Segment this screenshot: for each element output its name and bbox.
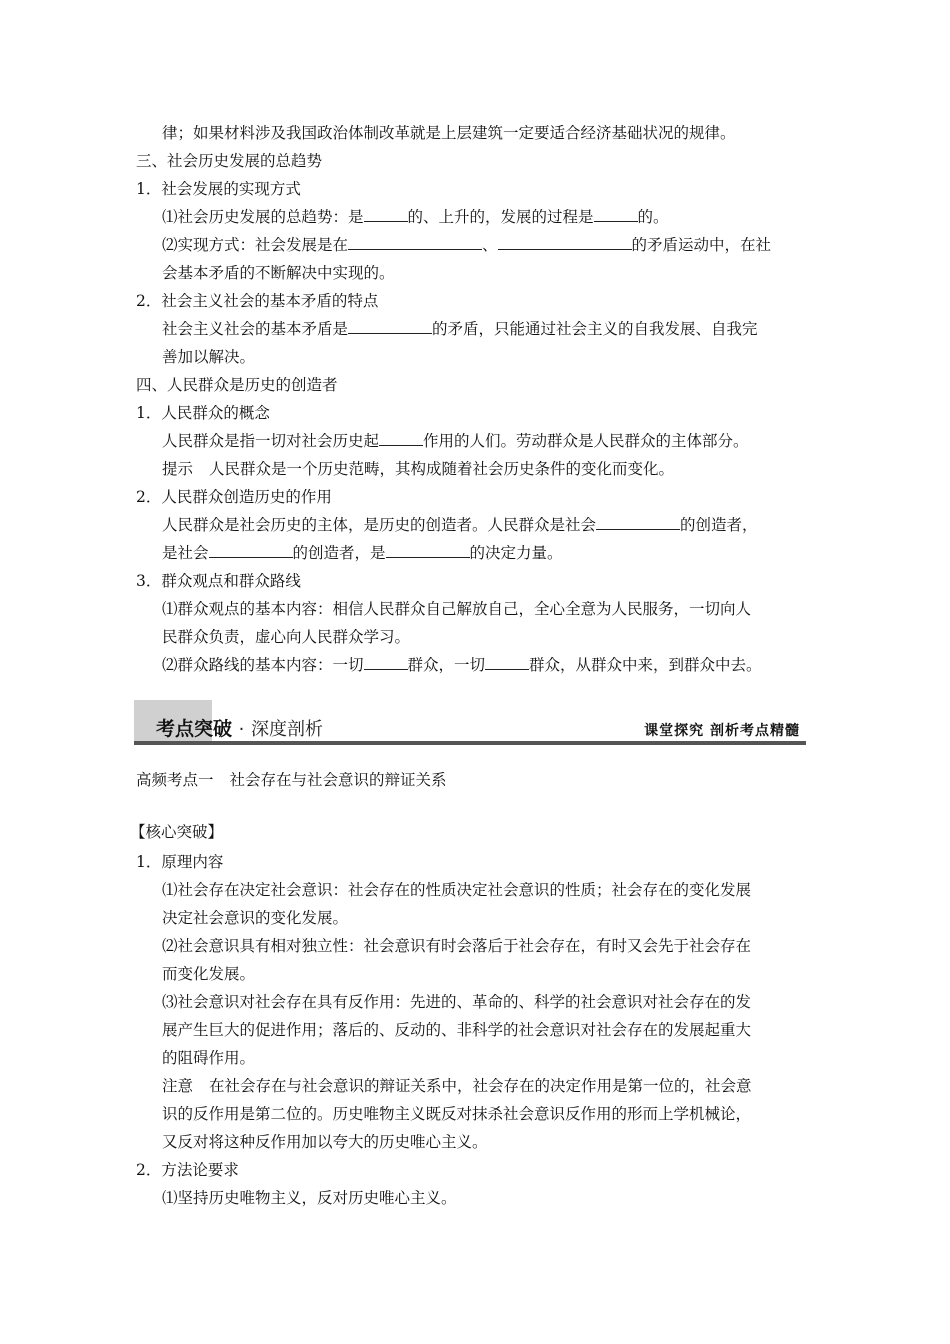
text-line bbox=[162, 543, 563, 563]
topic-number: 高频考点一 bbox=[136, 771, 214, 789]
text-span: 社会主义社会的基本矛盾是 bbox=[162, 320, 349, 338]
fill-blank[interactable] bbox=[498, 235, 632, 250]
text-span: 人民群众是指一切对社会历史起 bbox=[162, 432, 380, 450]
text-line: 展产生巨大的促进作用；落后的、反动的、非科学的社会意识对社会存在的发展起重大 bbox=[162, 1021, 752, 1039]
text-span: ⑵实现方式：社会发展是在 bbox=[162, 236, 349, 254]
subsection-heading: 2．人民群众创造历史的作用 bbox=[136, 488, 332, 506]
text-line: 会基本矛盾的不断解决中实现的。 bbox=[162, 264, 395, 282]
text-span: 的。 bbox=[637, 208, 669, 226]
text-line: 的阻碍作用。 bbox=[162, 1049, 256, 1067]
text-span: 人民群众是一个历史范畴，其构成随着社会历史条件的变化而变化。 bbox=[209, 460, 675, 478]
text-line bbox=[162, 207, 669, 227]
text-span: 的矛盾，只能通过社会主义的自我发展、自我完 bbox=[432, 320, 758, 338]
text-span: 作用的人们。劳动群众是人民群众的主体部分。 bbox=[423, 432, 749, 450]
banner-right-label: 课堂探究 剖析考点精髓 bbox=[644, 723, 800, 739]
text-line bbox=[162, 235, 771, 255]
text-span: 的决定力量。 bbox=[469, 544, 563, 562]
fill-blank[interactable] bbox=[364, 655, 408, 670]
section-banner bbox=[134, 700, 806, 748]
text-span: 的创造者，是 bbox=[292, 544, 386, 562]
text-line: 而变化发展。 bbox=[162, 965, 256, 983]
fill-blank[interactable] bbox=[596, 515, 680, 530]
fill-blank[interactable] bbox=[594, 207, 638, 222]
subsection-heading: 1．人民群众的概念 bbox=[136, 404, 270, 422]
fill-blank[interactable] bbox=[348, 235, 482, 250]
banner-dot: · bbox=[238, 719, 245, 740]
subsection-heading: 1．原理内容 bbox=[136, 853, 224, 871]
text-span: ⑴社会历史发展的总趋势：是 bbox=[162, 208, 364, 226]
text-line: 律；如果材料涉及我国政治体制改革就是上层建筑一定要适合经济基础状况的规律。 bbox=[162, 124, 736, 142]
text-line bbox=[162, 319, 758, 339]
subsection-heading: 2．方法论要求 bbox=[136, 1161, 239, 1179]
text-line bbox=[162, 1076, 752, 1096]
text-span: 在社会存在与社会意识的辩证关系中，社会存在的决定作用是第一位的，社会意 bbox=[209, 1077, 752, 1095]
note-label: 注意 bbox=[162, 1077, 194, 1095]
text-line: ⑵社会意识具有相对独立性：社会意识有时会落后于社会存在，有时又会先于社会存在 bbox=[162, 937, 752, 955]
text-span: 、 bbox=[482, 236, 498, 254]
text-line bbox=[162, 515, 758, 535]
fill-blank[interactable] bbox=[485, 655, 529, 670]
subsection-heading: 3．群众观点和群众路线 bbox=[136, 572, 301, 590]
section-heading: 【核心突破】 bbox=[130, 823, 224, 841]
text-line bbox=[162, 655, 762, 675]
subsection-heading: 1．社会发展的实现方式 bbox=[136, 180, 301, 198]
fill-blank[interactable] bbox=[386, 543, 470, 558]
banner-title-text: 考点突破 bbox=[156, 718, 233, 740]
text-span: 人民群众是社会历史的主体，是历史的创造者。人民群众是社会 bbox=[162, 516, 597, 534]
text-span: 的矛盾运动中，在社 bbox=[631, 236, 772, 254]
text-span: 是社会 bbox=[162, 544, 209, 562]
text-line: 善加以解决。 bbox=[162, 348, 256, 366]
subsection-heading: 2．社会主义社会的基本矛盾的特点 bbox=[136, 292, 379, 310]
fill-blank[interactable] bbox=[348, 319, 432, 334]
text-line bbox=[162, 459, 674, 479]
text-line: ⑴群众观点的基本内容：相信人民群众自己解放自己，全心全意为人民服务，一切向人 bbox=[162, 600, 752, 618]
text-line bbox=[162, 431, 749, 451]
text-span: 的创造者， bbox=[680, 516, 758, 534]
text-line: ⑴坚持历史唯物主义，反对历史唯心主义。 bbox=[162, 1189, 457, 1207]
fill-blank[interactable] bbox=[364, 207, 408, 222]
text-line: 决定社会意识的变化发展。 bbox=[162, 909, 349, 927]
text-span: 的、上升的，发展的过程是 bbox=[407, 208, 594, 226]
banner-rule bbox=[134, 741, 806, 745]
section-heading: 四、人民群众是历史的创造者 bbox=[136, 376, 338, 394]
text-span: ⑵群众路线的基本内容：一切 bbox=[162, 656, 364, 674]
text-line: 识的反作用是第二位的。历史唯物主义既反对抹杀社会意识反作用的形而上学机械论， bbox=[162, 1105, 752, 1123]
banner-subtitle: 深度剖析 bbox=[251, 719, 323, 740]
text-line: ⑶社会意识对社会存在具有反作用：先进的、革命的、科学的社会意识对社会存在的发 bbox=[162, 993, 752, 1011]
topic-heading bbox=[136, 770, 447, 790]
text-line: ⑴社会存在决定社会意识：社会存在的性质决定社会意识的性质；社会存在的变化发展 bbox=[162, 881, 752, 899]
section-heading: 三、社会历史发展的总趋势 bbox=[136, 152, 323, 170]
fill-blank[interactable] bbox=[209, 543, 293, 558]
text-span: 群众，从群众中来，到群众中去。 bbox=[529, 656, 762, 674]
text-span: 群众，一切 bbox=[407, 656, 486, 674]
fill-blank[interactable] bbox=[379, 431, 423, 446]
topic-title: 社会存在与社会意识的辩证关系 bbox=[229, 771, 447, 789]
text-line: 民群众负责，虚心向人民群众学习。 bbox=[162, 628, 411, 646]
banner-title bbox=[156, 714, 323, 741]
note-label: 提示 bbox=[162, 460, 194, 478]
text-line: 又反对将这种反作用加以夸大的历史唯心主义。 bbox=[162, 1133, 488, 1151]
